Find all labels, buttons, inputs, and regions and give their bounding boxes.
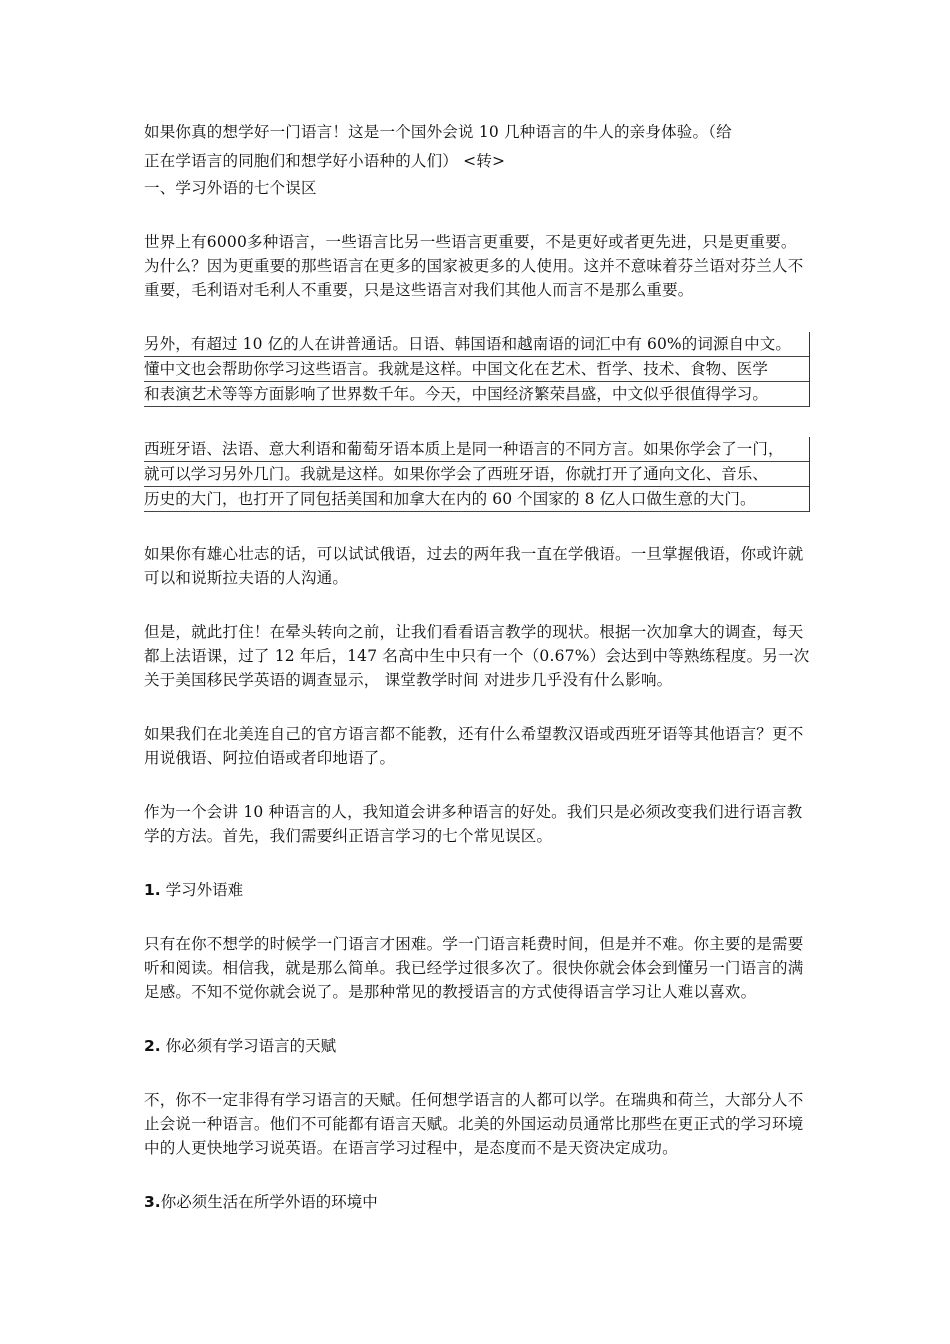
section-heading: 一、学习外语的七个误区 [144, 179, 317, 197]
myth-heading-2 [144, 1034, 810, 1058]
paragraph-6: 只有在你不想学的时候学一门语言才困难。学一门语言耗费时间，但是并不难。你主要的是需要听和阅读。相信我，就是那么简单。我已经学过很多次了。很快你就会体会到懂另一门语言的满足感。不知不觉你就会说了。是那种常见的教授语言的方式使得语言学习让人难以喜欢。 [144, 935, 804, 1001]
title-line-1: 如果你真的想学好一门语言！这是一个国外会说 10 几种语言的牛人的亲身体验。（给 [144, 123, 732, 141]
boxed-paragraph-2 [144, 437, 810, 512]
myth-title: 你必须有学习语言的天赋 [160, 1037, 337, 1055]
boxed-line: 西班牙语、法语、意大利语和葡萄牙语本质上是同一种语言的不同方言。如果你学会了一门， [144, 437, 809, 462]
paragraph-7: 不，你不一定非得有学习语言的天赋。任何想学语言的人都可以学。在瑞典和荷兰，大部分人不止会说一种语言。他们不可能都有语言天赋。北美的外国运动员通常比那些在更正式的学习环境中的人更快地学习说英语。在语言学习过程中，是态度而不是天资决定成功。 [144, 1091, 804, 1157]
boxed-line: 历史的大门，也打开了同包括美国和加拿大在内的 60 个国家的 8 亿人口做生意的大门。 [144, 487, 809, 512]
title-line-2: 正在学语言的同胞们和想学好小语种的人们） <转> [144, 152, 506, 170]
myth-title: 你必须生活在所学外语的环境中 [160, 1193, 378, 1211]
myth-number: 3. [144, 1193, 161, 1211]
boxed-paragraph-1 [144, 332, 810, 407]
paragraph-1: 世界上有6000多种语言，一些语言比另一些语言更重要，不是更好或者更先进，只是更重要。为什么？因为更重要的那些语言在更多的国家被更多的人使用。这并不意味着芬兰语对芬兰人不重要，毛利语对毛利人不重要，只是这些语言对我们其他人而言不是那么重要。 [144, 233, 804, 299]
boxed-line: 就可以学习另外几门。我就是这样。如果你学会了西班牙语，你就打开了通向文化、音乐、 [144, 462, 809, 487]
paragraph-5: 作为一个会讲 10 种语言的人，我知道会讲多种语言的好处。我们只是必须改变我们进行语言教学的方法。首先，我们需要纠正语言学习的七个常见误区。 [144, 803, 803, 845]
document-page [144, 118, 810, 1214]
paragraph-3: 但是，就此打住！在晕头转向之前，让我们看看语言教学的现状。根据一次加拿大的调查，每天都上法语课，过了 12 年后，147 名高中生中只有一个（0.67%）会达到中等熟练程度。另一次关于美国移民学英语的调查显示， 课堂教学时间 对进步几乎没有什么影响。 [144, 623, 810, 689]
paragraph-2: 如果你有雄心壮志的话，可以试试俄语，过去的两年我一直在学俄语。一旦掌握俄语，你或许就可以和说斯拉夫语的人沟通。 [144, 545, 804, 587]
myth-heading-3 [144, 1190, 810, 1214]
myth-title: 学习外语难 [160, 881, 244, 899]
myth-number: 2. [144, 1037, 161, 1055]
boxed-line: 另外，有超过 10 亿的人在讲普通话。日语、韩国语和越南语的词汇中有 60%的词源自中文。 [144, 332, 809, 357]
myth-heading-1 [144, 878, 810, 902]
myth-number: 1. [144, 881, 161, 899]
boxed-line: 和表演艺术等等方面影响了世界数千年。今天，中国经济繁荣昌盛，中文似乎很值得学习。 [144, 382, 809, 407]
boxed-line: 懂中文也会帮助你学习这些语言。我就是这样。中国文化在艺术、哲学、技术、食物、医学 [144, 357, 809, 382]
document-title [144, 118, 810, 176]
paragraph-4: 如果我们在北美连自己的官方语言都不能教，还有什么希望教汉语或西班牙语等其他语言？更不用说俄语、阿拉伯语或者印地语了。 [144, 725, 804, 767]
